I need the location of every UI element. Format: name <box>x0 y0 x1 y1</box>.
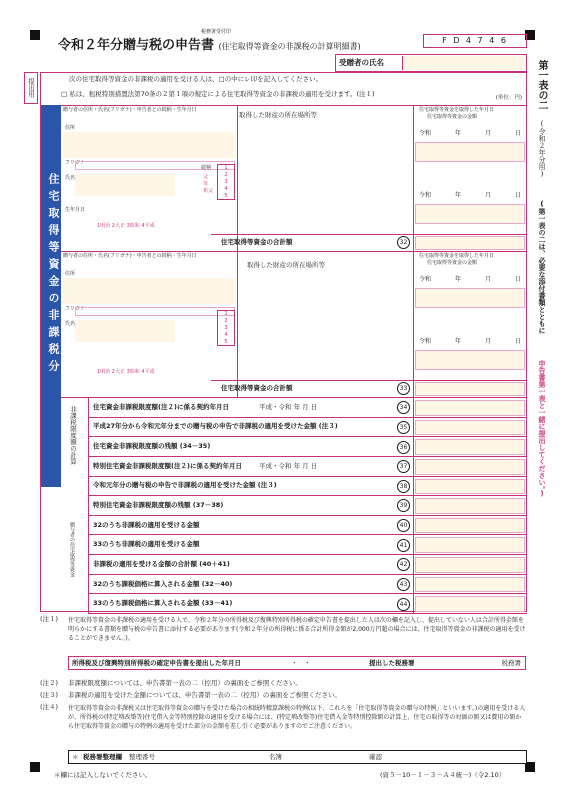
calc-line-amount[interactable] <box>415 577 525 593</box>
donor2-name-field[interactable] <box>75 320 175 342</box>
section-vertical-title: 住宅取得等資金の非課税分 <box>47 173 60 377</box>
relation-labels: 父 母 祖父 <box>203 174 214 194</box>
calc-line-label: 非課税の適用を受ける金額の合計額 (40＋41) <box>93 559 230 568</box>
calc-line-number: 37 <box>397 460 410 473</box>
calc-line-label: 32のうち非課税の適用を受ける金額 <box>93 520 200 529</box>
tax-return-row <box>68 656 526 670</box>
calc-line-date[interactable]: 平成・令和 年 月 日 <box>259 402 318 411</box>
donor-block-1 <box>61 105 527 251</box>
total-33-label: 住宅取得等資金の合計額 <box>221 384 293 392</box>
calc-line-number: 41 <box>397 539 410 552</box>
note-3-text: 非課税の適用を受けた金額については、申告書第一表の二（控用）の裏面をご参照ください。 <box>68 691 341 699</box>
calc-line-37 <box>89 457 527 477</box>
calc-line-amount[interactable] <box>415 479 525 495</box>
mgmt-row <box>68 750 527 764</box>
donor-furigana-label: フリガナ <box>65 160 85 166</box>
tax-return-date[interactable]: ・ ・ <box>291 659 311 667</box>
tax-return-head: 所得税及び復興特別所得税の確定申告書を提出した年月日 <box>72 659 241 667</box>
total-33-field[interactable] <box>415 382 525 396</box>
calc-line-34 <box>89 398 527 418</box>
amount-field-1[interactable] <box>415 142 525 162</box>
calc-line-label: 33のうち課税価格に算入される金額 (33－41) <box>93 599 233 608</box>
date2-row-2[interactable]: 令和 年 月 日 <box>419 338 521 345</box>
mgmt-label: 税務署整理欄 <box>83 753 122 761</box>
calc-line-amount[interactable] <box>415 557 525 573</box>
donor-address-field[interactable] <box>63 132 235 158</box>
calc-line-43 <box>89 575 527 595</box>
side-title: 第一表の二 <box>536 60 547 110</box>
calc-line-38 <box>89 477 527 497</box>
donor-name-field[interactable] <box>75 174 175 196</box>
calc-line-label: 平成27年分から令和元年分までの贈与税の申告で非課税の適用を受けた金額 (注３) <box>93 422 338 431</box>
reception-stamp: 税務署受付印 <box>200 29 231 35</box>
calc-line-number: 40 <box>397 519 410 532</box>
era2-select[interactable]: 1明治 2大正 3昭和 4平成 <box>97 369 155 375</box>
relation2-options[interactable]: 1 2 3 4 5 <box>217 310 235 346</box>
tax-office-suffix: 税務署 <box>501 659 521 667</box>
intro-line-1: 次の住宅取得等資金の非課税の適用を受ける人は、□の中にレ印を記入してください。 <box>69 75 323 83</box>
calc-line-amount[interactable] <box>415 420 525 436</box>
calc-line-amount[interactable] <box>415 498 525 514</box>
footer-note: ＊欄には記入しないでください。 <box>54 771 152 779</box>
side-note-2: 申告書第一表と一緒に提出してください。) <box>538 360 546 498</box>
title-sub: (住宅取得等資金の非課税の計算明細書) <box>218 42 361 51</box>
meibo-label: 名簿 <box>269 753 282 761</box>
calc-line-39 <box>89 496 527 516</box>
relation-head: 続柄 <box>201 165 212 171</box>
calc-line-44 <box>89 594 527 614</box>
tax-office-label: 提出した税務署 <box>369 659 415 667</box>
calc-line-label: 令和元年分の贈与税の申告で非課税の適用を受けた金額 (注３) <box>93 481 277 490</box>
registration-mark-bl <box>30 762 40 772</box>
calc-line-number: 36 <box>397 441 410 454</box>
unit-label: (単位：円) <box>495 95 522 101</box>
recipient-name-label: 受贈者の氏名 <box>339 58 384 67</box>
donor2-furigana-grid[interactable] <box>75 307 235 316</box>
intro-line-2[interactable]: □ 私は、租税特別措置法第70条の２第１項の規定による住宅取得等資金の非課税の適用を受けます。(注１) <box>61 90 375 98</box>
calc-line-amount[interactable] <box>415 400 525 416</box>
calc-line-amount[interactable] <box>415 537 525 553</box>
calc-line-label: 32のうち課税価格に算入される金額 (32－40) <box>93 579 233 588</box>
donor-col3a-head: 住宅取得等資金を取得した年月日 <box>419 107 495 113</box>
donor2-name-label: 氏名 <box>65 321 76 327</box>
calc-line-42 <box>89 555 527 575</box>
calc-line-number: 39 <box>397 499 410 512</box>
donor-address-label: 住所 <box>65 125 76 131</box>
calc-line-41 <box>89 535 527 555</box>
total-32-no: 32 <box>397 236 410 249</box>
recipient-name-field[interactable] <box>402 56 525 70</box>
donor-block-2 <box>61 251 527 397</box>
calc-line-label: 特別住宅資金非課税限度額(注２)に係る契約年月日 <box>93 461 242 470</box>
calc-line-number: 42 <box>397 558 410 571</box>
amount2-field-1[interactable] <box>415 288 525 308</box>
amount2-field-2[interactable] <box>415 350 525 370</box>
total-33-no: 33 <box>397 382 410 395</box>
note-4-text: 住宅取得等資金の非課税又は住宅取得等資金の贈与を受けた場合の相続時精算課税の特例(以下、これらを「住宅取得等資金の贈与の特例」といいます。)の適用を受ける人が、所得税の(特定増改築等)住宅借入金等特別控除の適用を受ける場合には、(特定増改築等)住宅借入金等特別控除額の計算上、住宅の取得等の対価の額又は費用の額から住宅取得等資金の贈与の特例の適用を受けた部分の金額を差し引く必要がありますのでご注意ください。 <box>68 705 526 730</box>
registration-mark-tl <box>30 30 40 40</box>
calc-line-number: 44 <box>397 598 410 611</box>
form-code: F D 4 7 4 6 <box>423 34 527 48</box>
donor-col1-head: 贈与者の住所・氏名(フリガナ)・申告者との続柄・生年月日 <box>63 107 197 113</box>
relation-options[interactable]: 1 2 3 4 5 <box>217 164 235 200</box>
footer-code: (資５－10－１－３－Ａ４統一)（令2.10） <box>380 771 506 779</box>
calc-group-2: 贈与者の住宅取得等資金 <box>69 522 75 577</box>
date-row-1[interactable]: 令和 年 月 日 <box>419 130 521 137</box>
calc-line-number: 43 <box>397 578 410 591</box>
submit-label: 提出用 <box>24 72 38 104</box>
calc-line-36 <box>89 437 527 457</box>
note-2-text: 非課税限度額については、申告書第一表の二（控用）の裏面をご参照ください。 <box>68 679 302 687</box>
title-main: 令和２年分贈与税の申告書 <box>58 38 215 53</box>
calc-line-40 <box>89 516 527 536</box>
calc-line-label: 住宅資金非課税限度額の残額 (34－35) <box>93 442 211 451</box>
date2-row-1[interactable]: 令和 年 月 日 <box>419 276 521 283</box>
donor-col3b-head: 住宅取得等資金の金額 <box>427 114 478 120</box>
note-1-label: (注１) <box>40 615 59 623</box>
donor2-address-field[interactable] <box>63 278 235 304</box>
seiri-label: 整理番号 <box>129 753 155 761</box>
calc-line-amount[interactable] <box>415 518 525 534</box>
donor2-furigana-label: フリガナ <box>65 306 85 312</box>
donor2-col1-head: 贈与者の住所・氏名(フリガナ)・申告者との続柄・生年月日 <box>63 253 197 259</box>
donor-col2-head: 取得した財産の所在場所等 <box>239 111 317 119</box>
calc-line-amount[interactable] <box>415 439 525 455</box>
calc-line-label: 33のうち非課税の適用を受ける金額 <box>93 540 200 549</box>
calc-group-1: 非課税限度額の計算 <box>69 406 77 465</box>
era-select[interactable]: 1明治 2大正 3昭和 4平成 <box>97 223 155 229</box>
side-year: (令和２年分用) <box>538 120 546 178</box>
calc-line-number: 38 <box>397 480 410 493</box>
main-form <box>40 72 527 612</box>
donor2-address-label: 住所 <box>65 271 76 277</box>
total-32-field[interactable] <box>415 236 525 250</box>
calc-line-label: 住宅資金非課税限度額(注２)に係る契約年月日 <box>93 402 229 411</box>
note-2-label: (注２) <box>40 679 59 687</box>
calc-line-number: 35 <box>397 421 410 434</box>
birth-label: 生年月日 <box>65 207 86 213</box>
note-3-label: (注３) <box>40 691 59 699</box>
recipient-name-row <box>335 54 527 72</box>
total-32-label: 住宅取得等資金の合計額 <box>221 238 293 246</box>
note-1-text: 住宅取得等資金の非課税の適用を受ける人で、令和２年分の所得税及び復興特別所得税の確定申告書を提出した人は次の欄を記入し、提出していない人は合計所得金額を明らかにする書類を贈与税の申告書に添付する必要があります(令和２年分の所得税に係る合計所得金額が2,000万円超の場合には、住宅取得等資金の非課税の適用を受けることができません。)。 <box>68 617 526 642</box>
donor2-col3a-head: 住宅取得等資金を取得した年月日 <box>419 253 495 259</box>
donor2-col2-head: 取得した財産の所在場所等 <box>247 261 325 269</box>
calc-line-amount[interactable] <box>415 596 525 612</box>
date-row-2[interactable]: 令和 年 月 日 <box>419 192 521 199</box>
calc-line-label: 特別住宅資金非課税限度額の残額 (37－38) <box>93 500 224 509</box>
calc-line-date[interactable]: 平成・令和 年 月 日 <box>259 461 318 470</box>
mgmt-star: ＊ <box>72 753 79 761</box>
donor2-col3b-head: 住宅取得等資金の金額 <box>427 260 478 266</box>
donor-name-label: 氏名 <box>65 175 76 181</box>
amount-field-2[interactable] <box>415 204 525 224</box>
note-4-label: (注４) <box>40 703 59 711</box>
kakunin-label: 確認 <box>369 753 382 761</box>
calc-line-amount[interactable] <box>415 459 525 475</box>
calc-line-number: 34 <box>397 401 410 414</box>
calc-line-35 <box>89 418 527 438</box>
calc-block <box>61 397 527 613</box>
side-note-1: (第一表の二は、必要な添付書類とともに <box>538 200 546 334</box>
